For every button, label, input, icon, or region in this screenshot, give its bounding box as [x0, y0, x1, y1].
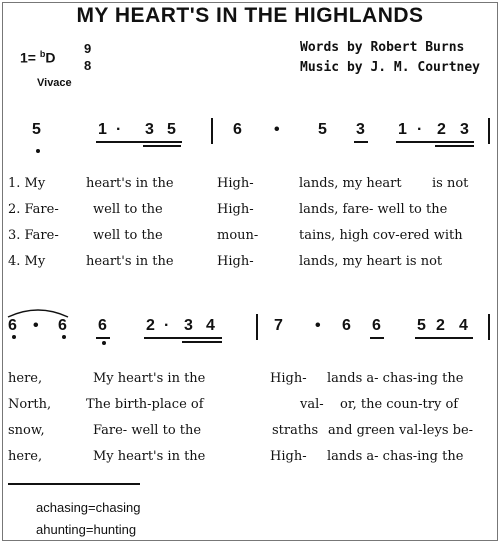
note: 4 — [459, 317, 468, 334]
verse-2-line-b — [0, 397, 500, 417]
note: 4 — [206, 317, 215, 334]
beam — [143, 145, 181, 147]
lyric-syllable: moun- — [217, 228, 259, 243]
beam — [96, 337, 110, 339]
tempo-marking: Vivace — [37, 77, 72, 89]
lyric-syllable: tains, high cov-ered with — [299, 228, 463, 243]
credit-music: Music by J. M. Courtney — [300, 60, 481, 75]
footnote-1: achasing=chasing — [36, 500, 141, 515]
verse-3-line-a — [0, 228, 500, 248]
note: 7 — [274, 317, 283, 334]
lyric-syllable: 3. Fare- — [8, 228, 59, 243]
lyric-syllable: My heart's in the — [93, 449, 206, 464]
lyric-syllable: snow, — [8, 423, 45, 438]
note: 3 — [145, 121, 154, 138]
lyric-syllable: lands, my heart — [299, 176, 402, 191]
lyric-syllable: High- — [270, 449, 307, 464]
lyric-syllable: The birth-place of — [86, 397, 204, 412]
note: 6 — [58, 317, 67, 334]
note: 5 — [32, 121, 41, 138]
bar-line — [211, 118, 213, 144]
lyric-syllable: or, the coun-try of — [340, 397, 459, 412]
lyric-syllable: 4. My — [8, 254, 46, 269]
beam — [370, 337, 384, 339]
low-octave-dot — [36, 149, 40, 153]
note: 5 — [417, 317, 426, 334]
bar-line — [256, 314, 258, 340]
time-signature — [84, 40, 91, 74]
note: 2 — [437, 121, 446, 138]
lyric-syllable: lands, my heart is not — [299, 254, 443, 269]
beam — [435, 145, 474, 147]
beam — [415, 337, 473, 339]
key-signature — [20, 49, 55, 66]
lyric-syllable: here, — [8, 449, 43, 464]
lyric-syllable: High- — [270, 371, 307, 386]
note: 2 — [436, 317, 445, 334]
note-dot: • — [274, 121, 280, 138]
key-accidental: b — [39, 49, 46, 59]
note-dot: · — [116, 121, 122, 138]
lyric-syllable: heart's in the — [86, 176, 174, 191]
lyric-syllable: High- — [217, 202, 254, 217]
lyric-syllable: straths — [272, 423, 319, 438]
verse-3-line-b — [0, 423, 500, 443]
note: 6 — [233, 121, 242, 138]
note-dot: • — [33, 317, 39, 334]
note-dot: • — [315, 317, 321, 334]
credit-words: Words by Robert Burns — [300, 40, 465, 55]
beam — [396, 141, 474, 143]
note: 3 — [184, 317, 193, 334]
low-octave-dot — [102, 341, 106, 345]
lyric-syllable: is not — [432, 176, 469, 191]
footnote-rule — [8, 483, 140, 485]
note: 3 — [356, 121, 365, 138]
lyric-syllable: High- — [217, 254, 254, 269]
lyric-syllable: lands a- chas-ing the — [327, 449, 464, 464]
lyric-syllable: 2. Fare- — [8, 202, 59, 217]
key-prefix: 1= — [20, 49, 36, 66]
bar-line — [488, 314, 490, 340]
beam — [144, 337, 222, 339]
note-dot: · — [164, 317, 170, 334]
lyric-syllable: and green val-leys be- — [328, 423, 474, 438]
note: 6 — [98, 317, 107, 334]
lyric-syllable: well to the — [93, 228, 163, 243]
time-top: 9 — [84, 41, 92, 56]
lyric-syllable: High- — [217, 176, 254, 191]
low-octave-dot — [62, 335, 66, 339]
note: 5 — [167, 121, 176, 138]
verse-1-line-b — [0, 371, 500, 391]
lyric-syllable: well to the — [93, 202, 163, 217]
note: 6 — [8, 317, 17, 334]
credits — [300, 38, 480, 78]
note: 1 — [398, 121, 407, 138]
note: 2 — [146, 317, 155, 334]
lyric-syllable: here, — [8, 371, 43, 386]
lyric-syllable: Fare- well to the — [93, 423, 202, 438]
verse-2-line-a — [0, 202, 500, 222]
beam — [354, 141, 368, 143]
lyric-syllable: heart's in the — [86, 254, 174, 269]
footnote-2: ahunting=hunting — [36, 522, 137, 537]
lyric-syllable: North, — [8, 397, 52, 412]
beam — [96, 141, 182, 143]
beam — [182, 341, 222, 343]
verse-4-line-a — [0, 254, 500, 274]
song-title: MY HEART'S IN THE HIGHLANDS — [76, 4, 424, 27]
lyric-syllable: lands, fare- well to the — [299, 202, 448, 217]
note: 6 — [342, 317, 351, 334]
key-note: D — [45, 49, 56, 66]
lyric-syllable: My heart's in the — [93, 371, 206, 386]
lyric-syllable: val- — [300, 397, 324, 412]
note-dot: · — [417, 121, 423, 138]
lyric-syllable: 1. My — [8, 176, 46, 191]
lyric-syllable: lands a- chas-ing the — [327, 371, 464, 386]
note: 3 — [460, 121, 469, 138]
time-bottom: 8 — [84, 58, 92, 73]
verse-1-line-a — [0, 176, 500, 196]
bar-line — [488, 118, 490, 144]
note: 6 — [372, 317, 381, 334]
note: 1 — [98, 121, 107, 138]
low-octave-dot — [12, 335, 16, 339]
verse-4-line-b — [0, 449, 500, 469]
note: 5 — [318, 121, 327, 138]
